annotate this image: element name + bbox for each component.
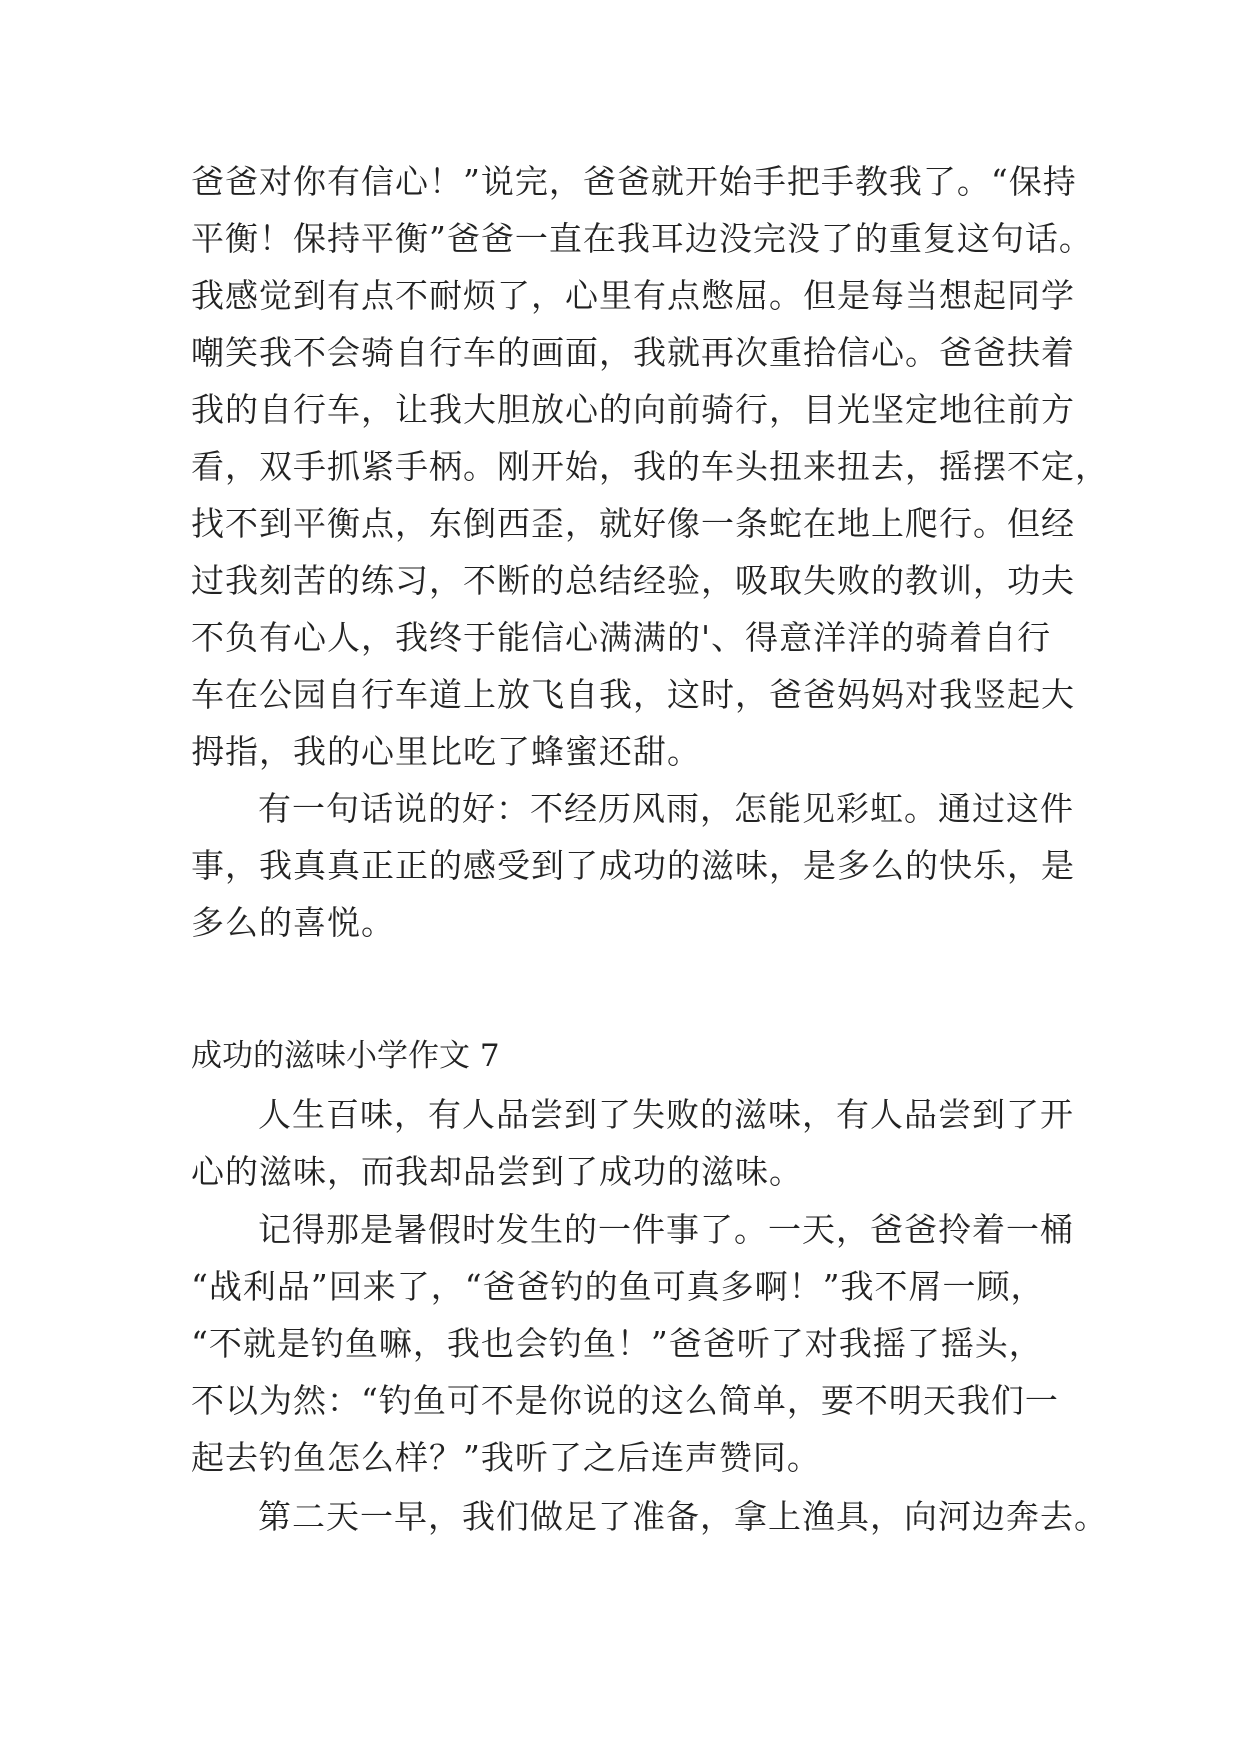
paragraph-fishing-story xyxy=(191,1201,1091,1486)
essay-title xyxy=(191,1028,1091,1085)
text-line: 有一句话说的好：不经历风雨，怎能见彩虹。通过这件 xyxy=(258,789,1074,828)
paragraph-intro xyxy=(191,1086,1091,1200)
text-line: 不负有心人，我终于能信心满满的'、得意洋洋的骑着自行 xyxy=(191,618,1052,657)
text-line: 我的自行车，让我大胆放心的向前骑行，目光坚定地往前方 xyxy=(191,390,1075,429)
text-line: 记得那是暑假时发生的一件事了。一天，爸爸拎着一桶 xyxy=(258,1210,1074,1249)
text-line: 人生百味，有人品尝到了失败的滋味，有人品尝到了开 xyxy=(258,1095,1074,1134)
text-line: 看，双手抓紧手柄。刚开始，我的车头扭来扭去，摇摆不定， xyxy=(191,447,1109,486)
text-line: 过我刻苦的练习，不断的总结经验，吸取失败的教训，功夫 xyxy=(191,561,1075,600)
text-line: 起去钓鱼怎么样？”我听了之后连声赞同。 xyxy=(191,1438,821,1477)
text-line: 我感觉到有点不耐烦了，心里有点憋屈。但是每当想起同学 xyxy=(191,276,1075,315)
text-line: 平衡！保持平衡”爸爸一直在我耳边没完没了的重复这句话。 xyxy=(191,219,1093,258)
text-line: 多么的喜悦。 xyxy=(191,903,395,942)
paragraph-bike-practice xyxy=(191,153,1109,780)
paragraph-next-day xyxy=(191,1488,1108,1545)
text-line: 第二天一早，我们做足了准备，拿上渔具，向河边奔去。 xyxy=(258,1497,1108,1536)
text-line: 找不到平衡点，东倒西歪，就好像一条蛇在地上爬行。但经 xyxy=(191,504,1075,543)
text-line: 心的滋味，而我却品尝到了成功的滋味。 xyxy=(191,1152,803,1191)
text-line: “战利品”回来了，“爸爸钓的鱼可真多啊！”我不屑一顾， xyxy=(191,1267,1045,1306)
text-line: “不就是钓鱼嘛，我也会钓鱼！”爸爸听了对我摇了摇头， xyxy=(191,1324,1043,1363)
text-line: 不以为然：“钓鱼可不是你说的这么简单，要不明天我们一 xyxy=(191,1381,1059,1420)
paragraph-conclusion xyxy=(191,780,1091,951)
essay-title-text: 成功的滋味小学作文 7 xyxy=(191,1038,500,1074)
text-line: 拇指，我的心里比吃了蜂蜜还甜。 xyxy=(191,732,701,771)
text-line: 嘲笑我不会骑自行车的画面，我就再次重拾信心。爸爸扶着 xyxy=(191,333,1075,372)
text-line: 车在公园自行车道上放飞自我，这时，爸爸妈妈对我竖起大 xyxy=(191,675,1075,714)
text-line: 事，我真真正正的感受到了成功的滋味，是多么的快乐，是 xyxy=(191,846,1075,885)
text-line: 爸爸对你有信心！”说完，爸爸就开始手把手教我了。“保持 xyxy=(191,162,1077,201)
